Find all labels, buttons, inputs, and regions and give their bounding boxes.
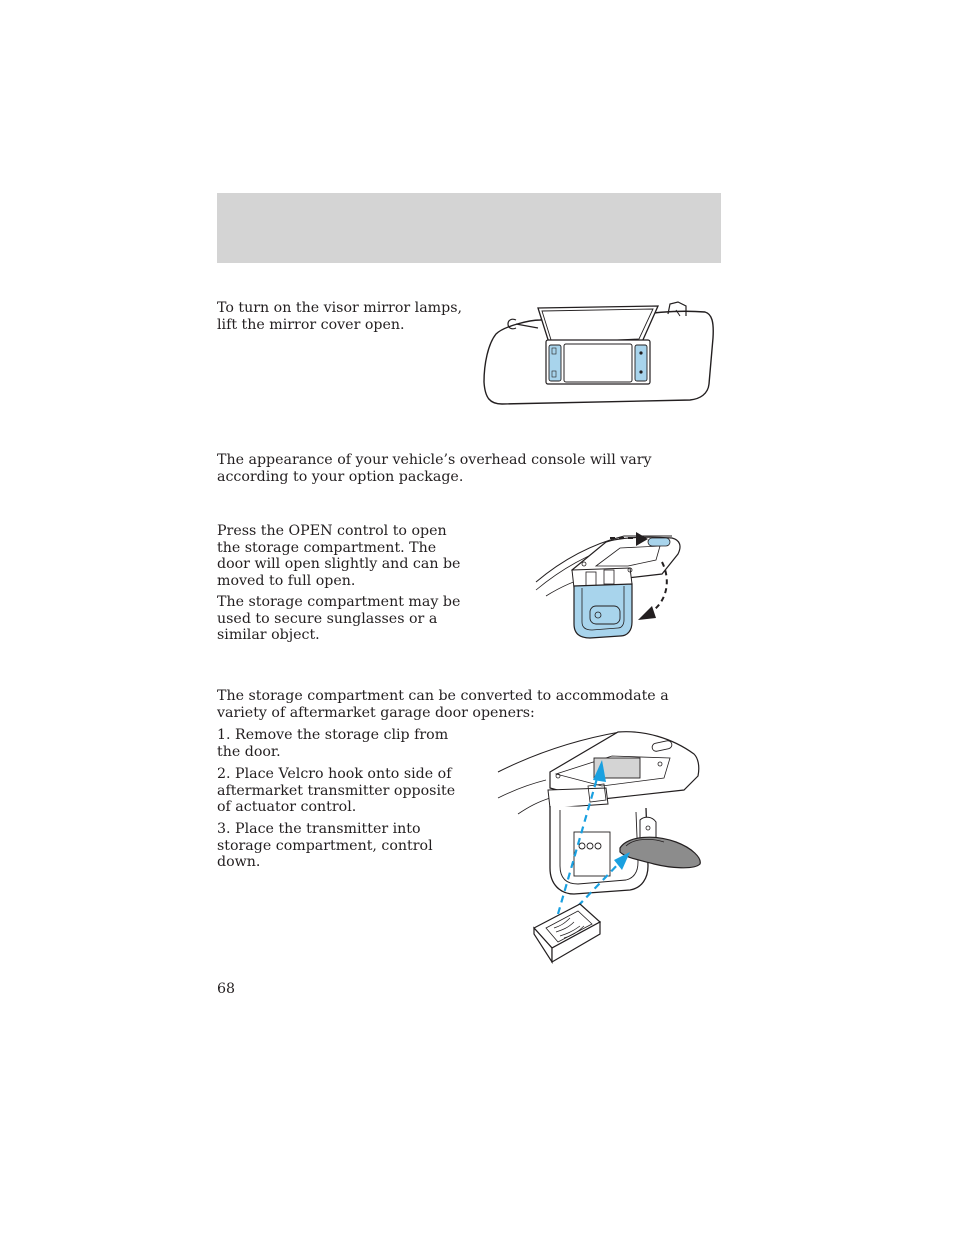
visor-mirror-illustration [480,298,716,408]
garage-step-1: 1. Remove the storage clip from the door. [217,727,449,760]
storage-paragraph-1: Press the OPEN control to open the storage compartment. The door will open slightly and can be moved to full open. [217,523,461,589]
garage-step-3: 3. Place the transmitter into storage compartment, control down. [217,821,433,870]
console-intro-text: The appearance of your vehicle’s overhead console will vary according to your option package. [217,452,652,485]
garage-opener-illustration [494,728,704,964]
header-band [217,193,721,263]
garage-step-2: 2. Place Velcro hook onto side of aftermarket transmitter opposite of actuator control. [217,766,456,815]
storage-paragraph-2: The storage compartment may be used to secure sunglasses or a similar object. [217,594,461,643]
visor-mirror-text: To turn on the visor mirror lamps, lift the mirror cover open. [217,300,462,333]
page-number: 68 [217,981,236,997]
storage-compartment-illustration [532,526,684,642]
garage-intro-text: The storage compartment can be converted to accommodate a variety of aftermarket garage door openers: [217,688,669,721]
